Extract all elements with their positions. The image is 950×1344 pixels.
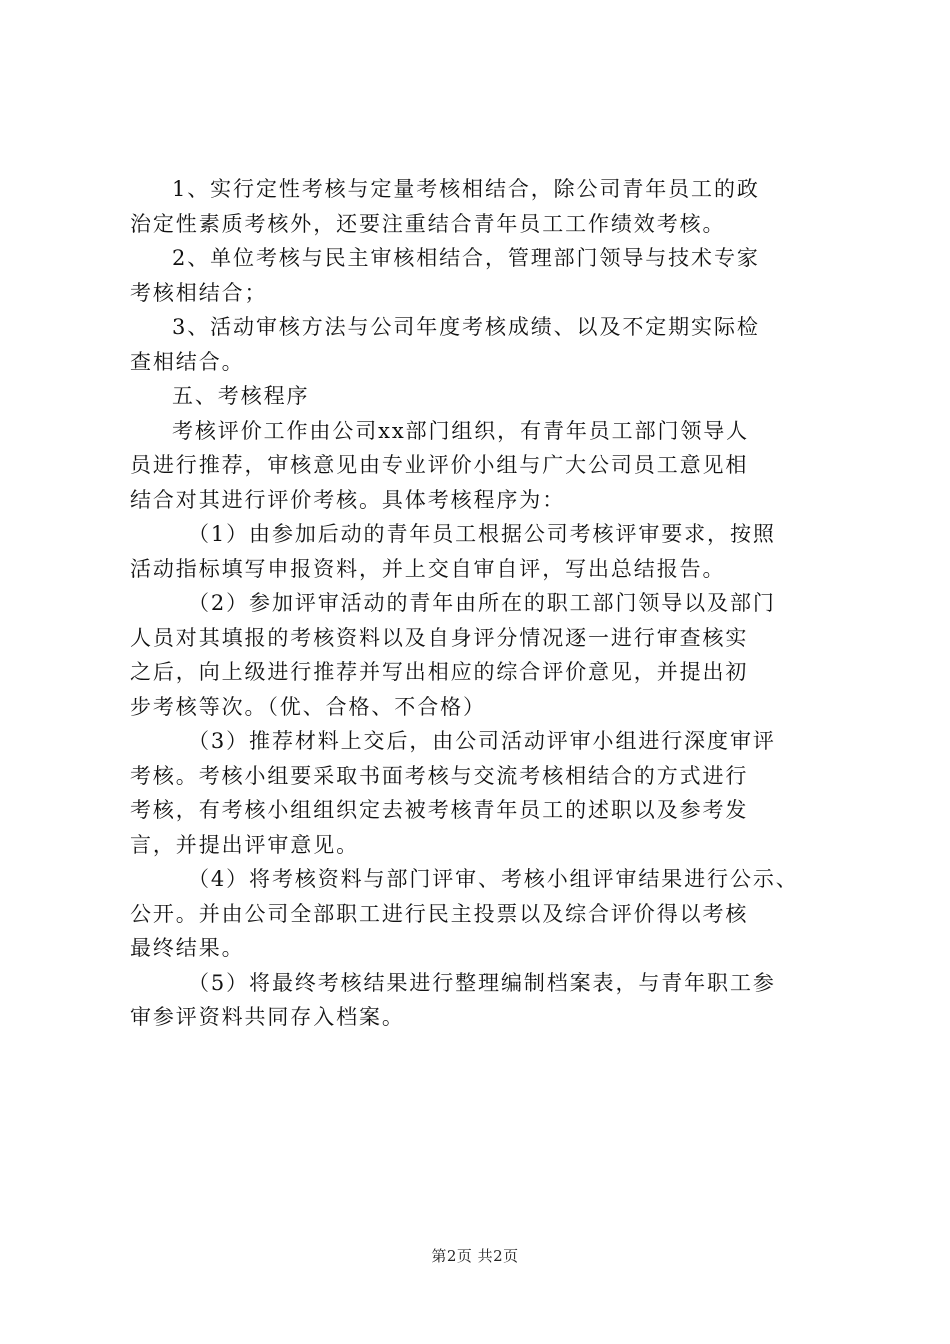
page-footer xyxy=(0,1245,950,1266)
section-heading: 五、考核程序 xyxy=(172,384,310,408)
paragraph-line: （5）将最终考核结果进行整理编制档案表，与青年职工参 xyxy=(188,970,776,995)
paragraph-line: 治定性素质考核外，还要注重结合青年员工工作绩效考核。 xyxy=(130,211,726,236)
paragraph-line: 2、单位考核与民主审核相结合，管理部门领导与技术专家 xyxy=(172,246,760,270)
paragraph-line: 考核评价工作由公司xx部门组织，有青年员工部门领导人 xyxy=(172,418,750,443)
paragraph-line: 考核，有考核小组组织定去被考核青年员工的述职以及参考发 xyxy=(130,798,749,822)
paragraph-line: 3、活动审核方法与公司年度考核成绩、以及不定期实际检 xyxy=(172,315,760,339)
paragraph-line: 公开。并由公司全部职工进行民主投票以及综合评价得以考核 xyxy=(130,901,749,926)
paragraph-line: 之后，向上级进行推荐并写出相应的综合评价意见，并提出初 xyxy=(130,660,749,684)
paragraph-line: （4）将考核资料与部门评审、考核小组评审结果进行公示、 xyxy=(188,867,799,891)
paragraph-line: 1、实行定性考核与定量考核相结合，除公司青年员工的政 xyxy=(172,177,760,201)
paragraph-line: 言，并提出评审意见。 xyxy=(130,832,359,857)
paragraph-line: 最终结果。 xyxy=(130,936,245,960)
page-number-label: 第2页 共2页 xyxy=(431,1247,519,1265)
paragraph-line: 活动指标填写申报资料，并上交自审自评，写出总结报告。 xyxy=(130,556,726,581)
document-body xyxy=(130,172,830,1035)
paragraph-line: 人员对其填报的考核资料以及自身评分情况逐一进行审查核实 xyxy=(130,625,749,650)
paragraph-line: 员进行推荐，审核意见由专业评价小组与广大公司员工意见相 xyxy=(130,453,749,477)
paragraph-line: 结合对其进行评价考核。具体考核程序为： xyxy=(130,487,566,512)
paragraph-line: （3）推荐材料上交后，由公司活动评审小组进行深度审评 xyxy=(188,729,776,753)
paragraph-line: 查相结合。 xyxy=(130,349,245,374)
paragraph-line: 审参评资料共同存入档案。 xyxy=(130,1005,405,1029)
paragraph-line: 考核相结合； xyxy=(130,280,268,305)
paragraph-line: 步考核等次。（优、合格、不合格） xyxy=(130,694,486,719)
paragraph-line: 考核。考核小组要采取书面考核与交流考核相结合的方式进行 xyxy=(130,763,749,788)
paragraph-line: （2）参加评审活动的青年由所在的职工部门领导以及部门 xyxy=(188,591,776,615)
paragraph-line: （1）由参加后动的青年员工根据公司考核评审要求，按照 xyxy=(188,522,776,546)
